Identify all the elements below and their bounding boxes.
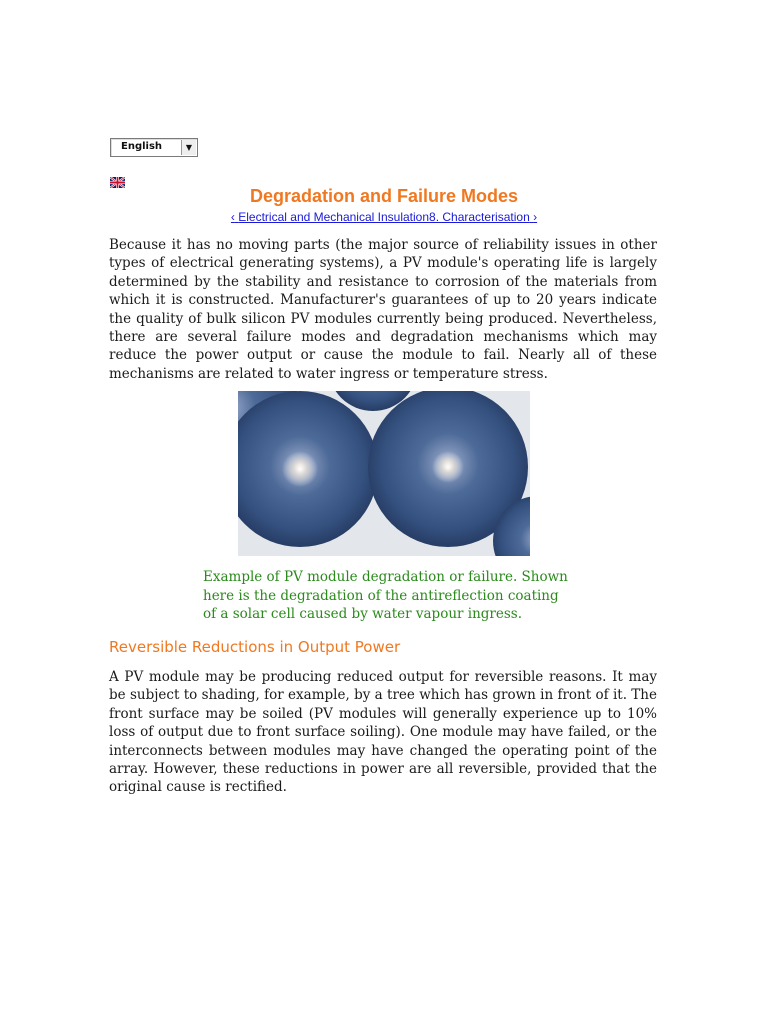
next-page-link[interactable] [429,210,537,224]
page-navigation [0,210,768,224]
language-select[interactable] [110,138,198,157]
prev-page-label: Electrical and Mechanical Insulation [238,210,430,224]
page-title: Degradation and Failure Modes [249,186,519,206]
prev-page-link[interactable] [231,210,429,224]
section-paragraph: A PV module may be producing reduced output for reversible reasons. It may be subject to shading, for example, by a tree which has grown in front of it. The front surface may be soiled (PV modules will generally experience up to 10% loss of output due to front surface soiling). One module may have failed, or the interconnects between modules may have changed the operating point of the array. However, these reductions in power are all reversible, provided that the original cause is rectified. [109,669,657,796]
next-page-label: 8. Characterisation [429,210,530,224]
next-arrow-icon: › [533,210,538,224]
intro-paragraph: Because it has no moving parts (the major source of reliability issues in other types of electrical generating systems), a PV module's operating life is largely determined by the stability and resistance to corrosion of the materials from which it is constructed. Manufacturer's guarantees of up to 20 years indicate the quality of bulk silicon PV modules currently being produced. Nevertheless, there are several failure modes and degradation mechanisms which may reduce the power output or cause the module to fail. Nearly all of these mechanisms are related to water ingress or temperature stress. [109,237,657,382]
section-heading: Reversible Reductions in Output Power [109,638,401,656]
figure-caption: Example of PV module degradation or failure. Shown here is the degradation of the antireflection coating of a solar cell caused by water vapour ingress. [203,569,568,622]
chevron-down-icon[interactable]: ▼ [181,140,196,155]
prev-arrow-icon: ‹ [230,210,235,224]
solar-cell-degradation-photo [238,391,530,556]
language-select-value: English [121,141,163,152]
